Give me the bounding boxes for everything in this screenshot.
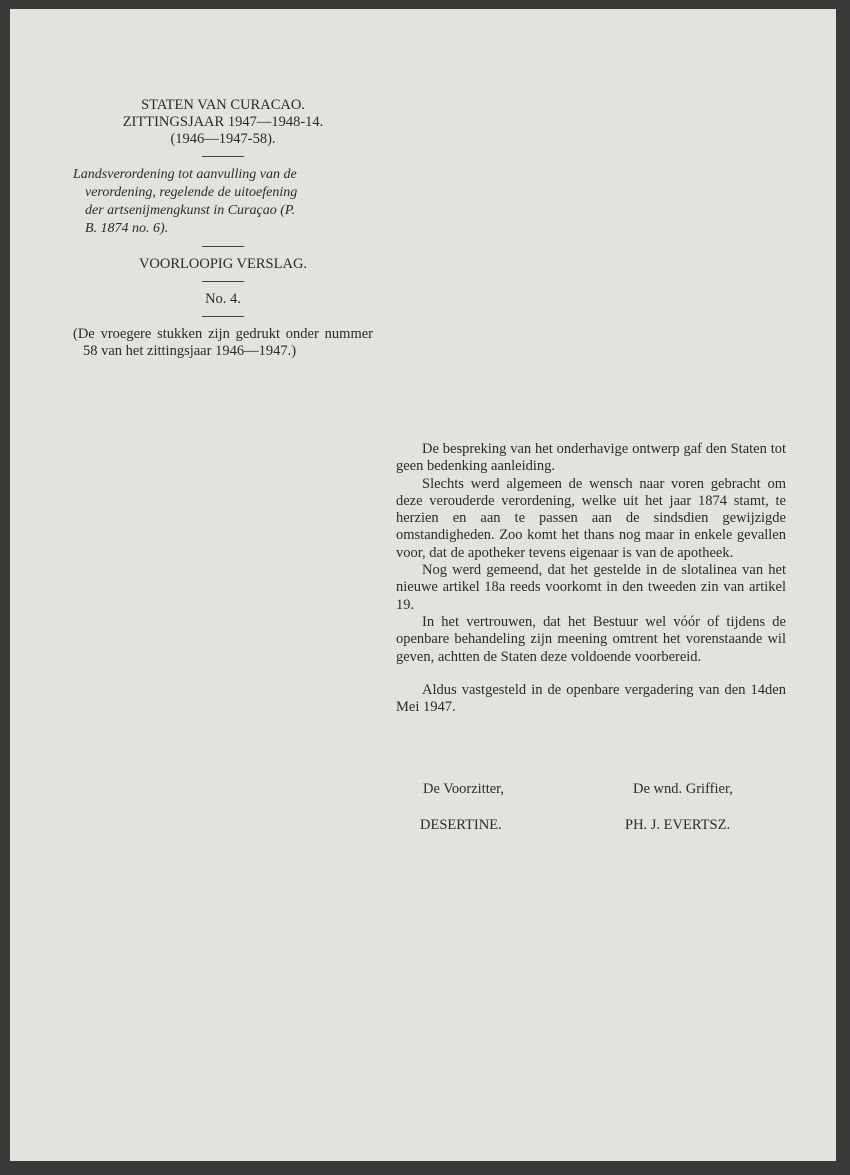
- subject-line-4: B. 1874 no. 6).: [85, 221, 169, 236]
- clerk-title: De wnd. Griffier,: [633, 781, 733, 797]
- document-header: [73, 97, 373, 148]
- divider: [202, 156, 244, 157]
- document-number: No. 4.: [205, 291, 241, 307]
- subject-line-3: der artsenijmengkunst in Curaçao (P.: [85, 203, 296, 218]
- divider: [202, 316, 244, 317]
- header-line-1: STATEN VAN CURACAO.: [141, 97, 305, 113]
- paragraph-3: Nog werd gemeend, dat het gestelde in de slotalinea van het nieuwe artikel 18a reeds voorkomt in den tweeden zin van artikel 19.: [396, 562, 786, 613]
- clerk-name: PH. J. EVERTSZ.: [625, 817, 731, 833]
- paragraph-1: De bespreking van het onderhavige ontwerp gaf den Staten tot geen bedenking aanleiding.: [396, 441, 786, 475]
- subject-line-1: Landsverordening tot aanvulling van de: [73, 167, 297, 182]
- header-line-2: ZITTINGSJAAR 1947—1948-14.: [122, 114, 324, 130]
- document-page: [10, 9, 836, 1161]
- report-body: [396, 441, 786, 716]
- subject-line-2: verordening, regelende de uitoefening: [85, 185, 298, 200]
- header-line-3: (1946—1947-58).: [170, 131, 276, 147]
- divider: [202, 281, 244, 282]
- chairman-name: DESERTINE.: [420, 817, 502, 833]
- divider: [202, 246, 244, 247]
- chairman-title: De Voorzitter,: [423, 781, 505, 797]
- paragraph-4: In het vertrouwen, dat het Bestuur wel vóór of tijdens de openbare behandeling zijn meening omtrent het vorenstaande wil geven, achtten de Staten deze voldoende voorbereid.: [396, 613, 786, 665]
- left-column: [73, 97, 373, 360]
- reference-note: (De vroegere stukken zijn gedrukt onder nummer 58 van het zittingsjaar 1946—1947.): [73, 326, 373, 359]
- paragraph-2: Slechts werd algemeen de wensch naar voren gebracht om deze verouderde verordening, welke uit het jaar 1874 stamt, te herzien en aan te passen aan de sindsdien gewijzigde omstandigheden. Zoo komt het thans nog maar in enkele gevallen voor, dat de apotheker tevens eigenaar is van de apotheek.: [396, 475, 786, 561]
- paragraph-5: Aldus vastgesteld in de openbare vergadering van den 14den Mei 1947.: [396, 681, 786, 716]
- subject-text: [73, 166, 373, 238]
- document-title: VOORLOOPIG VERSLAG.: [138, 256, 308, 272]
